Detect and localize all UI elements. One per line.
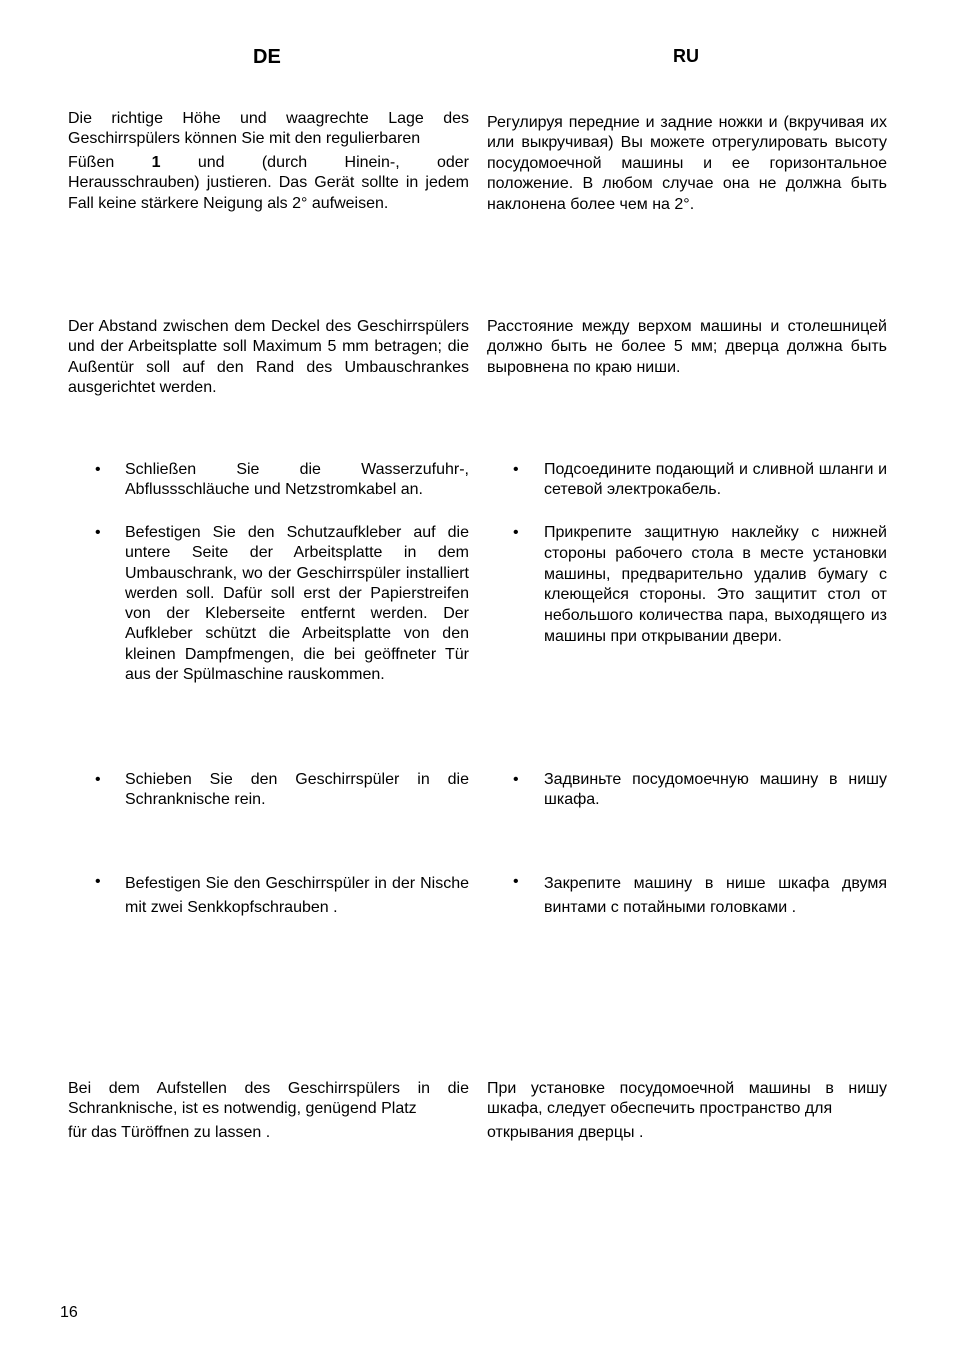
step-text-ru: Прикрепите защитную наклейку с нижней стороны рабочего стола в месте установки машины, предварительно удалив бумагу с клеющейся стороны. Это защитит стол от небольшого количества пара, выходящего из машины при открывании двери. — [544, 524, 887, 645]
bullet-icon: • — [513, 771, 519, 788]
door-space-paragraph-de — [68, 1079, 469, 1143]
door-space-paragraph-ru — [487, 1079, 887, 1143]
door-space-ru-text-1: При установке посудомоечной машины в нишу шкафа, следует обеспечить пространство для — [487, 1080, 887, 1118]
foot-callout-number: 1 — [151, 153, 161, 171]
door-space-ru-text-2: открывания дверцы . — [487, 1123, 644, 1141]
step-text-de: Schieben Sie den Geschirrspüler in die Schranknische rein. — [125, 771, 469, 809]
step-text-ru: Подсоедините подающий и сливной шланги и сетевой электрокабель. — [544, 461, 887, 499]
step-text-de: Befestigen Sie den Geschirrspüler in der Nische mit zwei Senkkopfschrauben . — [125, 875, 469, 916]
leveling-paragraph-de — [68, 109, 469, 214]
leveling-paragraph-ru: Регулируя передние и задние ножки и (вкручивая их или выкручивая) Вы можете отрегулировать высоту посудомоечной машины и ее горизонтальное положение. В любом случае она не должна быть наклонена более чем на 2°. — [487, 114, 887, 213]
bullet-icon: • — [95, 771, 101, 788]
door-space-de-text-1: Bei dem Aufstellen des Geschirrspülers in die Schranknische, ist es notwendig, genügend Platz — [68, 1080, 469, 1118]
step-text-ru: Задвиньте посудомоечную машину в нишу шкафа. — [544, 771, 887, 809]
gap-paragraph-de: Der Abstand zwischen dem Deckel des Geschirrspülers und der Arbeitsplatte soll Maximum 5 mm betragen; die Außentür soll auf den Rand des Umbauschrankes ausgerichtet werden. — [68, 318, 469, 397]
gap-paragraph-ru: Расстояние между верхом машины и столешницей должно быть не более 5 мм; дверца должна быть выровнена по краю ниши. — [487, 318, 887, 376]
leveling-de-text-1: Die richtige Höhe und waagrechte Lage des Geschirrspülers können Sie mit den regulierbaren — [68, 110, 469, 148]
leveling-de-line-feet — [68, 153, 469, 173]
door-space-de-text-2: für das Türöffnen zu lassen . — [68, 1123, 271, 1141]
step-text-de: Schließen Sie die Wasserzufuhr-, Abflussschläuche und Netzstromkabel an. — [125, 461, 469, 499]
step-text-ru: Закрепите машину в нише шкафа двумя винтами с потайными головками . — [544, 875, 887, 916]
language-heading-ru: RU — [673, 46, 699, 66]
leveling-de-text-2: Füßen — [68, 153, 152, 171]
bullet-icon: • — [513, 873, 519, 890]
leveling-de-text-3: und (durch Hinein-, oder — [160, 153, 470, 171]
bullet-icon: • — [95, 873, 101, 890]
bullet-icon: • — [513, 524, 519, 541]
bullet-icon: • — [95, 524, 101, 541]
page-number: 16 — [60, 1304, 78, 1321]
language-heading-de: DE — [253, 46, 281, 68]
leveling-de-text-4: Herausschrauben) justieren. Das Gerät sollte in jedem Fall keine stärkere Neigung als 2° aufweisen. — [68, 174, 469, 212]
bullet-icon: • — [513, 461, 519, 478]
bullet-icon: • — [95, 461, 101, 478]
step-text-de: Befestigen Sie den Schutzaufkleber auf die untere Seite der Arbeitsplatte in dem Umbauschrank, wo der Geschirrspüler installiert werden soll. Dafür soll erst der Papierstreifen von der Kleberseite entfernt werden. Der Aufkleber schützt die Arbeitsplatte von den kleinen Dampfmengen, die bei geöffneter Tür aus der Spülmaschine rauskommen. — [125, 524, 469, 684]
